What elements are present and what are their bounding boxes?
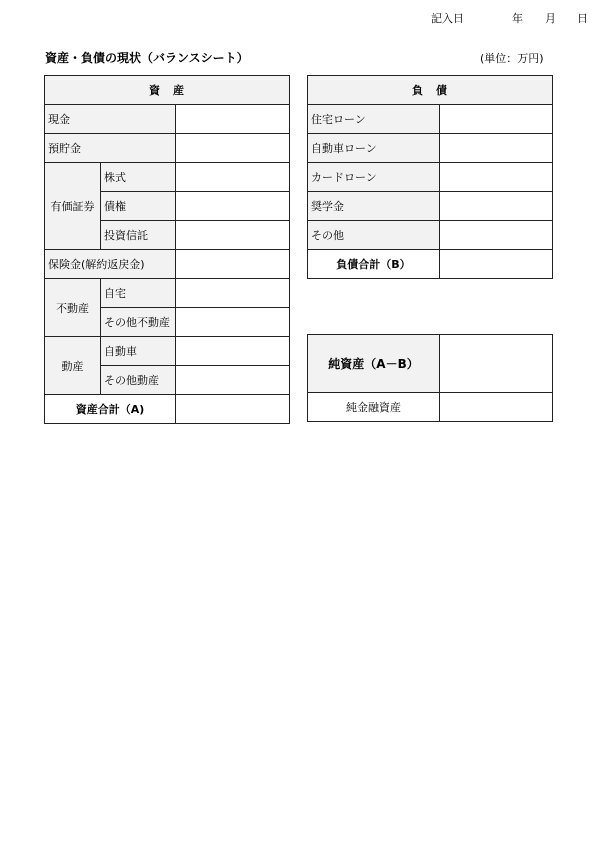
other-liabilities-label: その他	[308, 221, 440, 250]
assets-total-value[interactable]	[176, 395, 290, 424]
insurance-value[interactable]	[176, 250, 290, 279]
housing-loan-value[interactable]	[440, 105, 553, 134]
bonds-value[interactable]	[176, 192, 290, 221]
assets-table	[44, 75, 290, 424]
net-assets-value[interactable]	[440, 335, 553, 393]
net-financial-label: 純金融資産	[308, 393, 440, 422]
movables-group-label: 動産	[45, 337, 101, 395]
home-value[interactable]	[176, 279, 290, 308]
stocks-label: 株式	[101, 163, 176, 192]
other-liabilities-value[interactable]	[440, 221, 553, 250]
housing-loan-label: 住宅ローン	[308, 105, 440, 134]
unit-label: (単位：万円)	[480, 52, 544, 65]
assets-header: 資 産	[45, 76, 290, 105]
scholarship-label: 奨学金	[308, 192, 440, 221]
net-assets-label: 純資産（A－B）	[308, 335, 440, 393]
assets-total-label: 資産合計（A)	[45, 395, 176, 424]
liabilities-total-label: 負債合計（B）	[308, 250, 440, 279]
deposits-label: 預貯金	[45, 134, 176, 163]
card-loan-label: カードローン	[308, 163, 440, 192]
net-assets-table	[307, 334, 553, 422]
stocks-value[interactable]	[176, 163, 290, 192]
car-loan-value[interactable]	[440, 134, 553, 163]
car-value[interactable]	[176, 337, 290, 366]
securities-group-label: 有価証券	[45, 163, 101, 250]
trusts-value[interactable]	[176, 221, 290, 250]
trusts-label: 投資信託	[101, 221, 176, 250]
net-financial-value[interactable]	[440, 393, 553, 422]
other-movables-value[interactable]	[176, 366, 290, 395]
liabilities-total-value[interactable]	[440, 250, 553, 279]
car-loan-label: 自動車ローン	[308, 134, 440, 163]
month-label: 月	[545, 12, 556, 25]
bonds-label: 債権	[101, 192, 176, 221]
page-title: 資産・負債の現状（バランスシート）	[45, 51, 249, 65]
day-label: 日	[577, 12, 588, 25]
deposits-value[interactable]	[176, 134, 290, 163]
cash-label: 現金	[45, 105, 176, 134]
card-loan-value[interactable]	[440, 163, 553, 192]
scholarship-value[interactable]	[440, 192, 553, 221]
car-label: 自動車	[101, 337, 176, 366]
liabilities-header: 負 債	[308, 76, 553, 105]
real-estate-group-label: 不動産	[45, 279, 101, 337]
other-movables-label: その他動産	[101, 366, 176, 395]
year-label: 年	[512, 12, 523, 25]
entry-date-label: 記入日	[431, 12, 464, 25]
other-real-estate-label: その他不動産	[101, 308, 176, 337]
cash-value[interactable]	[176, 105, 290, 134]
liabilities-table	[307, 75, 553, 279]
insurance-label: 保険金(解約返戻金)	[45, 250, 176, 279]
other-real-estate-value[interactable]	[176, 308, 290, 337]
home-label: 自宅	[101, 279, 176, 308]
